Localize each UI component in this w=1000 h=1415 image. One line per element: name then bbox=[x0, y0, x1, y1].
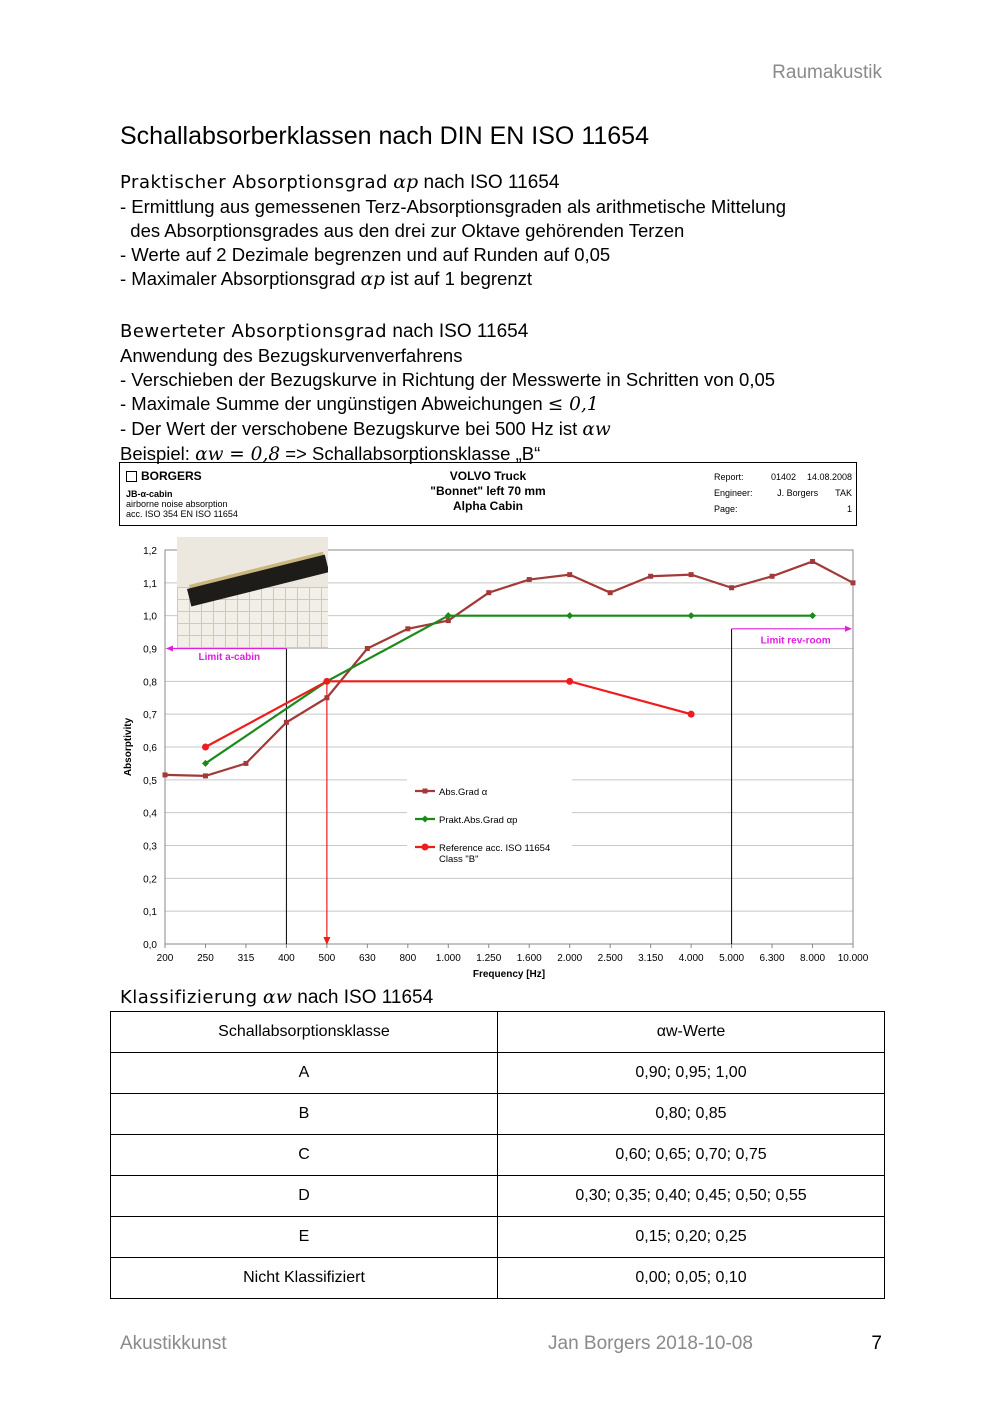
y-tick-label: 1,1 bbox=[143, 578, 157, 590]
data-point bbox=[284, 720, 289, 725]
y-tick-label: 1,2 bbox=[143, 546, 157, 557]
x-tick-label: 630 bbox=[359, 953, 376, 964]
y-tick-label: 0,1 bbox=[143, 907, 157, 919]
legend-marker bbox=[423, 789, 428, 794]
practical-line: des Absorptionsgrades aus den drei zur Oktave gehörenden Terzen bbox=[120, 220, 685, 241]
y-tick-label: 0,5 bbox=[143, 775, 157, 787]
data-point bbox=[527, 577, 532, 582]
footer-left: Akustikkunst bbox=[120, 1333, 227, 1354]
weighted-sum-line: - Maximale Summe der ungünstigen Abweichungen ≤ 0,1 bbox=[120, 393, 599, 415]
y-tick-label: 0,3 bbox=[143, 841, 157, 853]
y-tick-label: 0,2 bbox=[143, 874, 157, 886]
legend-label: Prakt.Abs.Grad αp bbox=[439, 815, 518, 826]
weighted-line: Anwendung des Bezugskurvenverfahrens bbox=[120, 345, 463, 366]
classification-table bbox=[110, 1011, 885, 1299]
data-point bbox=[648, 574, 653, 579]
cabin-photo bbox=[177, 537, 328, 648]
limit-right-arrowhead bbox=[845, 626, 852, 632]
weighted-section bbox=[120, 320, 775, 467]
x-tick-label: 6.300 bbox=[759, 953, 785, 964]
footer-author: Jan Borgers 2018-10-08 bbox=[548, 1333, 753, 1354]
weighted-heading: Bewerteter Absorptionsgrad nach ISO 11654 bbox=[120, 321, 529, 342]
company-logo: BORGERS bbox=[126, 469, 202, 483]
weighted-line: - Verschieben der Bezugskurve in Richtung der Messwerte in Schritten von 0,05 bbox=[120, 369, 776, 390]
x-tick-label: 3.150 bbox=[638, 953, 664, 964]
data-point bbox=[323, 678, 330, 685]
x-axis-label: Frequency [Hz] bbox=[472, 969, 546, 980]
x-tick-label: 5.000 bbox=[719, 953, 745, 964]
report-header-box bbox=[119, 462, 857, 526]
x-tick-label: 250 bbox=[197, 953, 214, 964]
weighted-shift-line: - Der Wert der verschobene Bezugskurve bei 500 Hz ist αw bbox=[120, 418, 611, 440]
data-point bbox=[405, 626, 410, 631]
data-point bbox=[486, 590, 491, 595]
header-section: Raumakustik bbox=[772, 62, 882, 83]
weighted-example-line: Beispiel: αw = 0,8 => Schallabsorptionsklasse „B“ bbox=[120, 443, 541, 465]
table-row: D 0,30; 0,35; 0,40; 0,45; 0,50; 0,55 bbox=[111, 1176, 885, 1217]
x-tick-label: 4.000 bbox=[678, 953, 704, 964]
practical-max-line: - Maximaler Absorptionsgrad αp ist auf 1 begrenzt bbox=[120, 268, 533, 290]
data-point bbox=[567, 572, 572, 577]
classification-heading: Klassifizierung αw nach ISO 11654 bbox=[120, 986, 434, 1008]
data-point bbox=[810, 559, 815, 564]
legend-label: Reference acc. ISO 11654 Class "B" bbox=[439, 843, 551, 865]
y-tick-label: 0,6 bbox=[143, 743, 157, 754]
table-row: Nicht Klassifiziert 0,00; 0,05; 0,10 bbox=[111, 1258, 885, 1299]
limit-right-label: Limit rev-room bbox=[760, 635, 831, 647]
table-row: E 0,15; 0,20; 0,25 bbox=[111, 1217, 885, 1258]
legend-marker bbox=[422, 844, 429, 851]
x-tick-label: 1.000 bbox=[435, 953, 461, 964]
x-tick-label: 8.000 bbox=[800, 953, 826, 964]
table-row: A 0,90; 0,95; 1,00 bbox=[111, 1053, 885, 1094]
data-point bbox=[202, 744, 209, 751]
page-title: Schallabsorberklassen nach DIN EN ISO 11654 bbox=[120, 122, 649, 150]
x-tick-label: 10.000 bbox=[837, 953, 869, 964]
legend-label: Abs.Grad α bbox=[439, 787, 488, 798]
data-point bbox=[729, 585, 734, 590]
x-tick-label: 400 bbox=[278, 953, 295, 964]
table-header-cell: Schallabsorptionsklasse bbox=[111, 1012, 498, 1053]
y-axis-label: Absorptivity bbox=[123, 717, 134, 777]
data-point bbox=[365, 646, 370, 651]
data-point bbox=[608, 590, 613, 595]
table-row: C 0,60; 0,65; 0,70; 0,75 bbox=[111, 1135, 885, 1176]
data-point bbox=[851, 580, 856, 585]
y-tick-label: 0,9 bbox=[143, 644, 157, 656]
practical-line: - Werte auf 2 Dezimale begrenzen und auf Runden auf 0,05 bbox=[120, 244, 611, 265]
data-point bbox=[809, 612, 816, 619]
data-point bbox=[566, 678, 573, 685]
data-point bbox=[324, 695, 329, 700]
y-tick-label: 0,4 bbox=[143, 808, 157, 820]
page-number: 7 bbox=[871, 1333, 882, 1354]
table-row: B 0,80; 0,85 bbox=[111, 1094, 885, 1135]
data-point bbox=[243, 761, 248, 766]
report-left-info: JB-α-cabin airborne noise absorption acc. ISO 354 EN ISO 11654 bbox=[126, 489, 238, 519]
y-tick-label: 0,7 bbox=[143, 710, 157, 722]
data-point bbox=[203, 773, 208, 778]
x-tick-label: 1.250 bbox=[476, 953, 502, 964]
data-point bbox=[770, 574, 775, 579]
limit-left-label: Limit a-cabin bbox=[198, 651, 261, 663]
x-tick-label: 2.000 bbox=[557, 953, 583, 964]
data-point bbox=[689, 572, 694, 577]
x-tick-label: 1.600 bbox=[516, 953, 542, 964]
data-point bbox=[688, 711, 695, 718]
table-header-cell: αw-Werte bbox=[498, 1012, 885, 1053]
x-tick-label: 800 bbox=[399, 953, 417, 964]
table-header-row bbox=[111, 1012, 885, 1053]
x-tick-label: 500 bbox=[318, 953, 336, 964]
y-tick-label: 1,0 bbox=[143, 611, 157, 623]
data-point bbox=[688, 612, 695, 619]
practical-line: - Ermittlung aus gemessenen Terz-Absorptionsgraden als arithmetische Mittelung bbox=[120, 196, 786, 217]
x-tick-label: 200 bbox=[156, 953, 174, 964]
y-tick-label: 0,8 bbox=[143, 677, 157, 689]
x-tick-label: 315 bbox=[237, 953, 255, 964]
data-point bbox=[163, 772, 168, 777]
x-tick-label: 2.500 bbox=[597, 953, 623, 964]
data-point bbox=[566, 612, 573, 619]
practical-heading: Praktischer Absorptionsgrad αp nach ISO 11654 bbox=[120, 171, 560, 193]
practical-section bbox=[120, 170, 786, 292]
report-meta: Report: 01402 14.08.2008 Engineer: J. Borgers TAK Page: 1 bbox=[714, 472, 852, 514]
y-tick-label: 0,0 bbox=[143, 940, 157, 951]
limit-left-arrowhead bbox=[166, 646, 173, 652]
report-title: VOLVO Truck "Bonnet" left 70 mm Alpha Cabin bbox=[430, 469, 546, 513]
